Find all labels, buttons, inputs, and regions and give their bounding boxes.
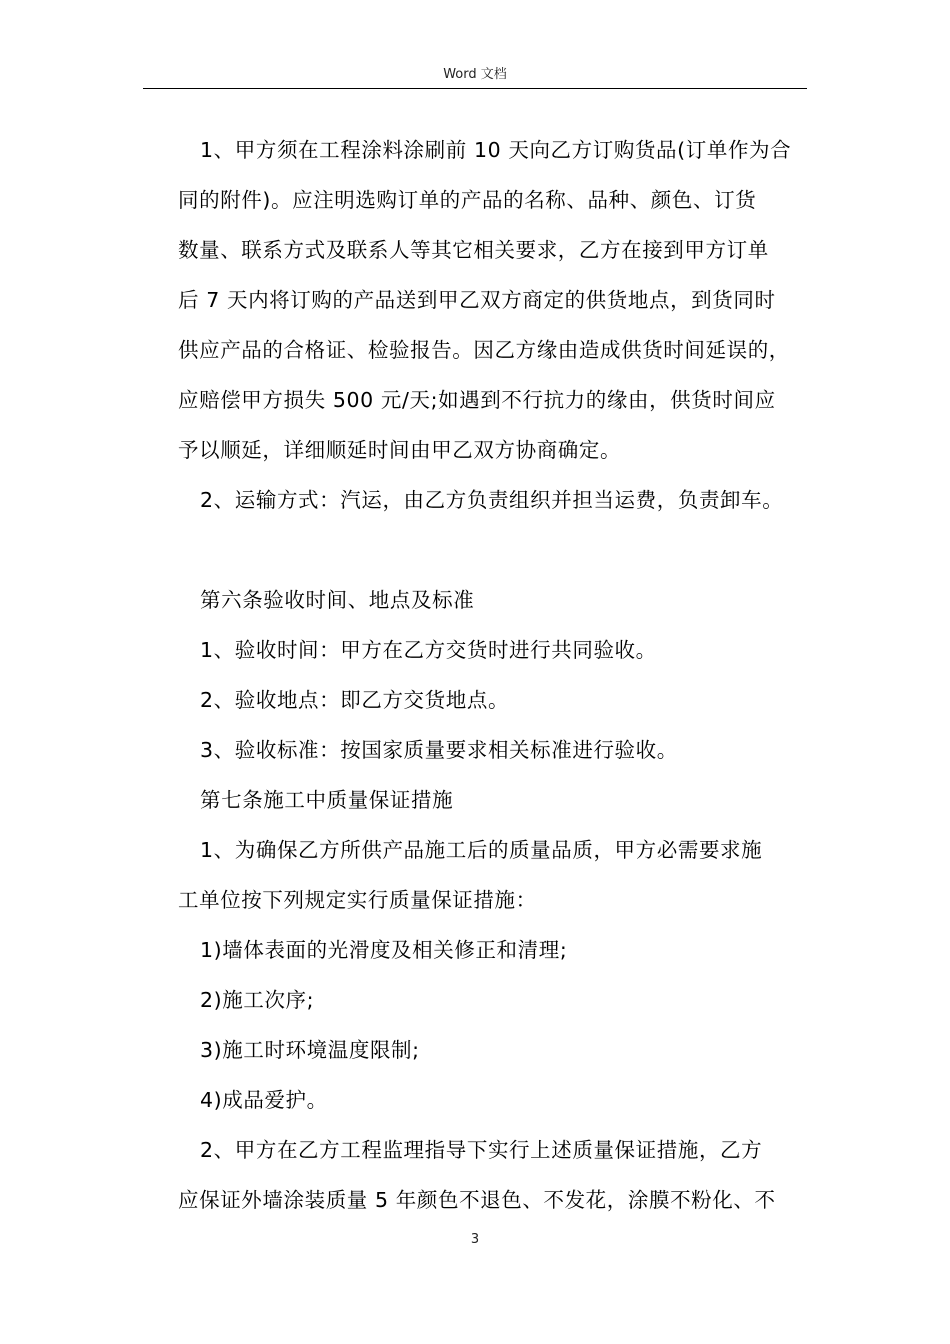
paragraph-line: 2、验收地点：即乙方交货地点。 (200, 688, 510, 712)
paragraph-line: 数量、联系方式及联系人等其它相关要求，乙方在接到甲方订单 (178, 238, 769, 262)
document-body (178, 125, 818, 1225)
paragraph-line: 1、甲方须在工程涂料涂刷前 10 天向乙方订购货品(订单作为合 (200, 138, 792, 162)
paragraph-line: 2、甲方在乙方工程监理指导下实行上述质量保证措施，乙方 (200, 1138, 763, 1162)
list-item: 3)施工时环境温度限制; (200, 1038, 420, 1062)
header-divider (143, 88, 807, 89)
paragraph-line: 2、运输方式：汽运，由乙方负责组织并担当运费，负责卸车。 (200, 488, 784, 512)
paragraph-line: 后 7 天内将订购的产品送到甲乙双方商定的供货地点，到货同时 (178, 288, 776, 312)
paragraph-line: 应保证外墙涂装质量 5 年颜色不退色、不发花，涂膜不粉化、不 (178, 1188, 776, 1212)
list-item: 2)施工次序; (200, 988, 315, 1012)
paragraph-line: 供应产品的合格证、检验报告。因乙方缘由造成供货时间延误的， (178, 338, 790, 362)
section-heading: 第七条施工中质量保证措施 (200, 788, 454, 812)
header-title: Word 文档 (443, 67, 507, 82)
paragraph-line: 3、验收标准：按国家质量要求相关标准进行验收。 (200, 738, 678, 762)
section-heading: 第六条验收时间、地点及标准 (200, 588, 475, 612)
paragraph-line: 予以顺延，详细顺延时间由甲乙双方协商确定。 (178, 438, 622, 462)
page-number: 3 (470, 1232, 480, 1247)
list-item: 4)成品爱护。 (200, 1088, 328, 1112)
paragraph-line: 工单位按下列规定实行质量保证措施： (178, 888, 537, 912)
paragraph-line: 同的附件)。应注明选购订单的产品的名称、品种、颜色、订货 (178, 188, 757, 212)
blank-line (178, 525, 818, 575)
paragraph-line: 1、验收时间：甲方在乙方交货时进行共同验收。 (200, 638, 657, 662)
list-item: 1)墙体表面的光滑度及相关修正和清理; (200, 938, 568, 962)
paragraph-line: 应赔偿甲方损失 500 元/天;如遇到不行抗力的缘由，供货时间应 (178, 388, 776, 412)
paragraph-line: 1、为确保乙方所供产品施工后的质量品质，甲方必需要求施 (200, 838, 763, 862)
